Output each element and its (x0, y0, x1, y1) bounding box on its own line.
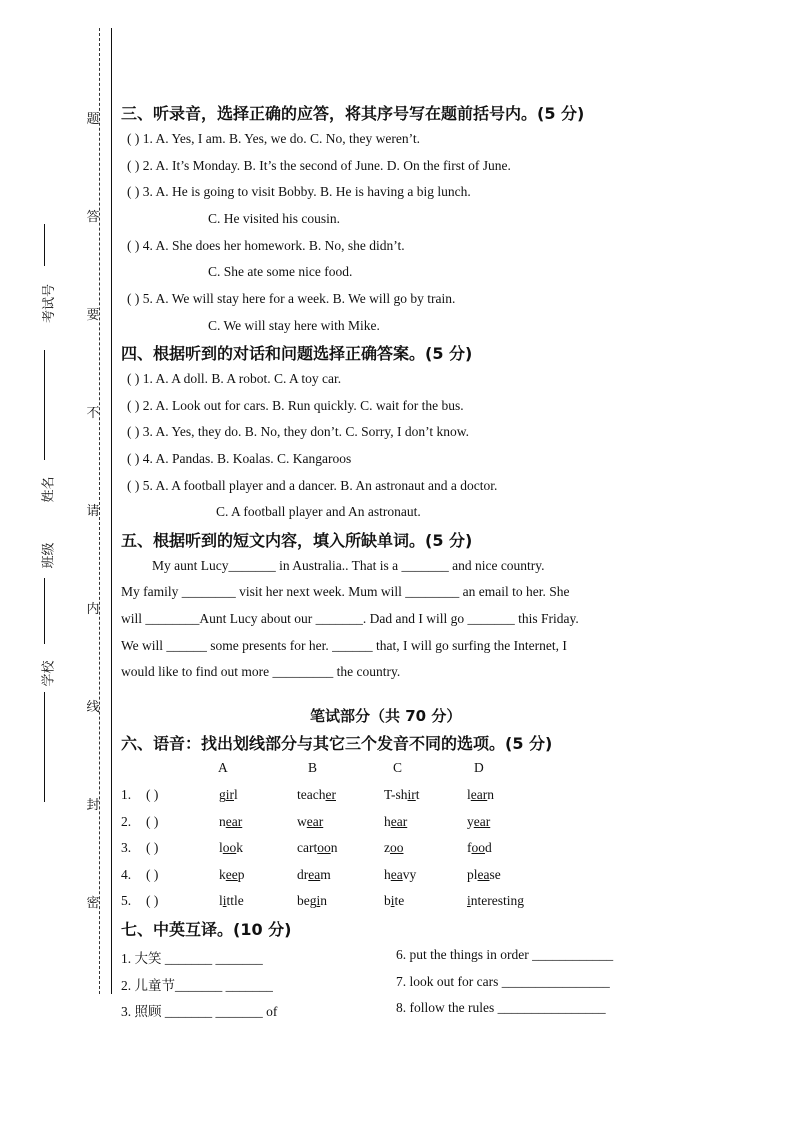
underlined-segment: ir (407, 787, 416, 802)
underlined-segment: ea (477, 866, 490, 882)
underlined-segment: i (467, 893, 471, 908)
school-label: 学校 (40, 660, 56, 687)
binding-char-yao: 要 (86, 307, 100, 322)
section7-left-1: 1. 大笑 _______ _______ (121, 951, 263, 966)
phonics-word: heavy (384, 866, 417, 882)
col-header-b: B (308, 760, 318, 775)
underlined-segment: oo (471, 840, 485, 855)
section5-line-3: will ________Aunt Lucy about our _______. Dad and I will go _______ this Friday. (121, 611, 579, 626)
section3-title: 三、听录音，选择正确的应答，将其序号写在题前括号内。(5 分) (121, 104, 585, 123)
exam-no-blank[interactable] (44, 224, 45, 266)
phonics-word: bite (384, 893, 405, 908)
section5-line-1: My aunt Lucy_______ in Australia.. That is a _______ and nice country. (152, 558, 545, 573)
phonics-word: teacher (297, 787, 336, 802)
underlined-segment: ear (473, 813, 491, 829)
phonics-word: please (467, 866, 501, 882)
answer-paren[interactable]: ( ) (146, 787, 159, 802)
class-blank[interactable] (44, 578, 45, 644)
phonics-word: near (219, 813, 243, 829)
phonics-row-number: 5. (121, 893, 132, 908)
section4-item-5: ( ) 5. A. A football player and a dancer. B. An astronaut and a doctor. (127, 478, 498, 493)
section7-right-6: 6. put the things in order ____________ (396, 947, 614, 962)
section7-title: 七、中英互译。(10 分) (121, 920, 292, 939)
phonics-word: zoo (384, 840, 404, 855)
underlined-segment: ear (390, 813, 408, 829)
binding-char-ti: 题 (86, 111, 100, 126)
phonics-word: look (219, 840, 244, 855)
phonics-row-number: 2. (121, 813, 132, 829)
section4-item-4: ( ) 4. A. Pandas. B. Koalas. C. Kangaroos (127, 451, 352, 466)
underlined-segment: oo (390, 840, 404, 855)
underlined-segment: oo (222, 840, 237, 855)
underlined-segment: er (325, 787, 336, 802)
underlined-segment: oo (317, 840, 331, 855)
section3-item-4: ( ) 4. A. She does her homework. B. No, she didn’t. (127, 238, 405, 253)
answer-paren[interactable]: ( ) (146, 893, 159, 908)
section3-item-1: ( ) 1. A. Yes, I am. B. Yes, we do. C. No, they weren’t. (127, 131, 420, 146)
binding-char-xian: 线 (86, 699, 100, 714)
phonics-word: wear (297, 813, 324, 829)
binding-line-inner (111, 28, 112, 994)
phonics-word: hear (384, 813, 408, 829)
section4-item-2: ( ) 2. A. Look out for cars. B. Run quickly. C. wait for the bus. (127, 398, 464, 413)
phonics-word: keep (219, 866, 245, 882)
phonics-word: food (467, 840, 492, 855)
phonics-word: year (467, 813, 491, 829)
section3-item-4c: C. She ate some nice food. (208, 264, 353, 279)
underlined-segment: i (222, 893, 227, 908)
answer-paren[interactable]: ( ) (146, 840, 159, 855)
underlined-segment: ea (308, 866, 321, 882)
section5-line-2: My family ________ visit her next week. Mum will ________ an email to her. She (121, 584, 570, 599)
underlined-segment: ir (225, 787, 234, 802)
section3-item-2: ( ) 2. A. It’s Monday. B. It’s the second of June. D. On the first of June. (127, 158, 511, 173)
section7-right-8: 8. follow the rules ________________ (396, 1000, 606, 1015)
binding-char-da: 答 (86, 209, 100, 224)
col-header-d: D (474, 760, 484, 775)
binding-char-feng: 封 (86, 797, 100, 812)
name-label: 姓名 (40, 476, 56, 503)
underlined-segment: ear (225, 813, 243, 829)
exam-no-label: 考试号 (41, 283, 57, 324)
answer-paren[interactable]: ( ) (146, 866, 159, 882)
phonics-word: girl (219, 787, 238, 802)
section4-title: 四、根据听到的对话和问题选择正确答案。(5 分) (121, 344, 473, 363)
phonics-word: cartoon (297, 840, 338, 855)
phonics-word: T-shirt (384, 787, 420, 802)
phonics-row-number: 3. (121, 840, 132, 855)
binding-char-nei: 内 (86, 601, 100, 616)
col-header-a: A (218, 760, 228, 775)
section5-line-5: would like to find out more _________ the country. (121, 664, 401, 679)
phonics-row-number: 4. (121, 866, 132, 882)
underlined-segment: ear (306, 813, 324, 829)
section7-right-7: 7. look out for cars ________________ (396, 974, 610, 989)
underlined-segment: ee (225, 866, 238, 882)
phonics-word: begin (297, 893, 328, 908)
underlined-segment: ea (390, 866, 403, 882)
section3-item-5c: C. We will stay here with Mike. (208, 318, 380, 333)
section7-left-3: 3. 照顾 _______ _______ of (121, 1004, 278, 1019)
section3-item-5: ( ) 5. A. We will stay here for a week. B. We will go by train. (127, 291, 456, 306)
col-header-c: C (393, 760, 403, 775)
section4-item-3: ( ) 3. A. Yes, they do. B. No, they don’t. C. Sorry, I don’t know. (127, 424, 470, 439)
phonics-word: dream (297, 866, 331, 882)
phonics-word: learn (467, 787, 494, 802)
binding-char-mi: 密 (86, 895, 100, 910)
section4-item-1: ( ) 1. A. A doll. B. A robot. C. A toy car. (127, 371, 342, 386)
underlined-segment: i (316, 893, 321, 908)
written-part-title: 笔试部分（共 70 分） (310, 707, 462, 725)
phonics-word: interesting (467, 893, 525, 908)
phonics-row-number: 1. (121, 787, 132, 802)
name-blank[interactable] (44, 350, 45, 460)
phonics-word: little (219, 893, 244, 908)
section3-item-3: ( ) 3. A. He is going to visit Bobby. B. He is having a big lunch. (127, 184, 471, 199)
school-blank[interactable] (44, 692, 45, 802)
binding-char-bu: 不 (86, 405, 100, 420)
section4-item-5c: C. A football player and An astronaut. (216, 504, 421, 519)
answer-paren[interactable]: ( ) (146, 813, 159, 829)
section7-left-2: 2. 儿童节_______ _______ (121, 978, 273, 993)
section5-title: 五、根据听到的短文内容，填入所缺单词。(5 分) (121, 531, 473, 550)
underlined-segment: ear (470, 787, 488, 802)
section6-title: 六、语音：找出划线部分与其它三个发音不同的选项。(5 分) (121, 734, 553, 753)
underlined-segment: i (390, 893, 395, 908)
class-label: 班级 (40, 542, 56, 569)
section3-item-3c: C. He visited his cousin. (208, 211, 340, 226)
section5-line-4: We will ______ some presents for her. ______ that, I will go surfing the Internet, I (121, 638, 567, 653)
binding-char-qing: 请 (86, 503, 100, 518)
